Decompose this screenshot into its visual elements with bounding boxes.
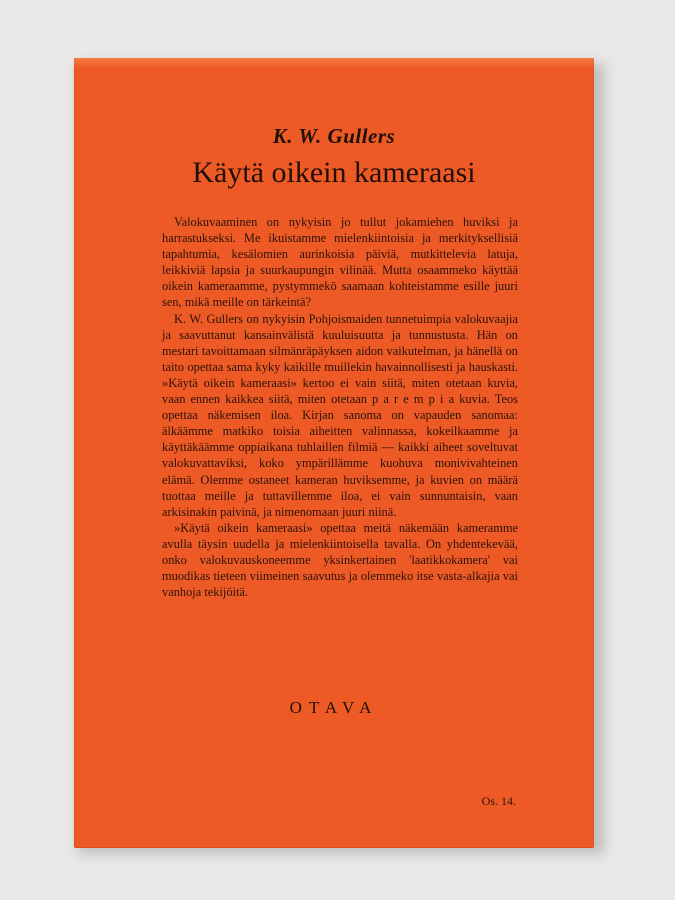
book-back-cover bbox=[74, 58, 594, 848]
blurb-paragraph: »Käytä oikein kameraasi» opettaa meitä näkemään kameramme avulla täysin uudella ja mielenkiintoisella tavalla. On yhdentekevää, onko valokuvauskoneemme yksinkertainen 'laatikkokamera' vai muodikas tieteen viimeinen saavutus ja olemmeko itse vasta-alkajia vai vanhoja tekijöitä. bbox=[162, 520, 518, 600]
price-code: Os. 14. bbox=[481, 794, 516, 808]
blurb-paragraph: K. W. Gullers on nykyisin Pohjoismaiden tunnetuimpia valokuvaajia ja saavuttanut kansainvälistä kuuluisuutta ja tunnustusta. Hän on mestari tavoittamaan silmänräpäyksen aidon vaikutelman, ja hänellä on taito opettaa sama kyky kaikille muillekin havainnollisesti ja hauskasti. »Käytä oikein kameraasi» kertoo ei vain siitä, miten otetaan kuvia, vaan ennen kaikkea siitä, miten otetaan p a r e m p i a kuvia. Teos opettaa näkemisen iloa. Kirjan sanoma on vapauden sanomaa: älkäämme matkiko toisia aiheitten valinnassa, kokeilkaamme ja käyttäkäämme oppiaikana tuhlaillen filmiä — kaikki aiheet soveltuvat valokuvattaviksi, koko ympärillämme kuohuva monivivahteinen elämä. Olemme ostaneet kameran huviksemme, ja kuvien on määrä tuottaa meille ja tuttavillemme iloa, ei vain sunnuntaisin, vaan arkisinakin paivinä, ja nimenomaan juuri niinä. bbox=[162, 311, 518, 519]
blurb-text bbox=[162, 214, 518, 600]
publisher-name: OTAVA bbox=[289, 698, 379, 717]
book-title: Käytä oikein kameraasi bbox=[192, 156, 476, 189]
blurb-paragraph: Valokuvaaminen on nykyisin jo tullut jokamiehen huviksi ja harrastukseksi. Me ikuistamme mielenkiintoisia ja merkityksellisiä tapahtumia, kesälomien aurinkoisia päiviä, mutkittelevia latuja, leikkiviä lapsia ja suurkaupungin vilinää. Mutta osaammeko käyttää oikein kameraamme, pystymmekö saamaan kohteistamme esille juuri sen, mikä meille on tärkeintä? bbox=[162, 215, 518, 310]
author-name: K. W. Gullers bbox=[272, 124, 396, 148]
